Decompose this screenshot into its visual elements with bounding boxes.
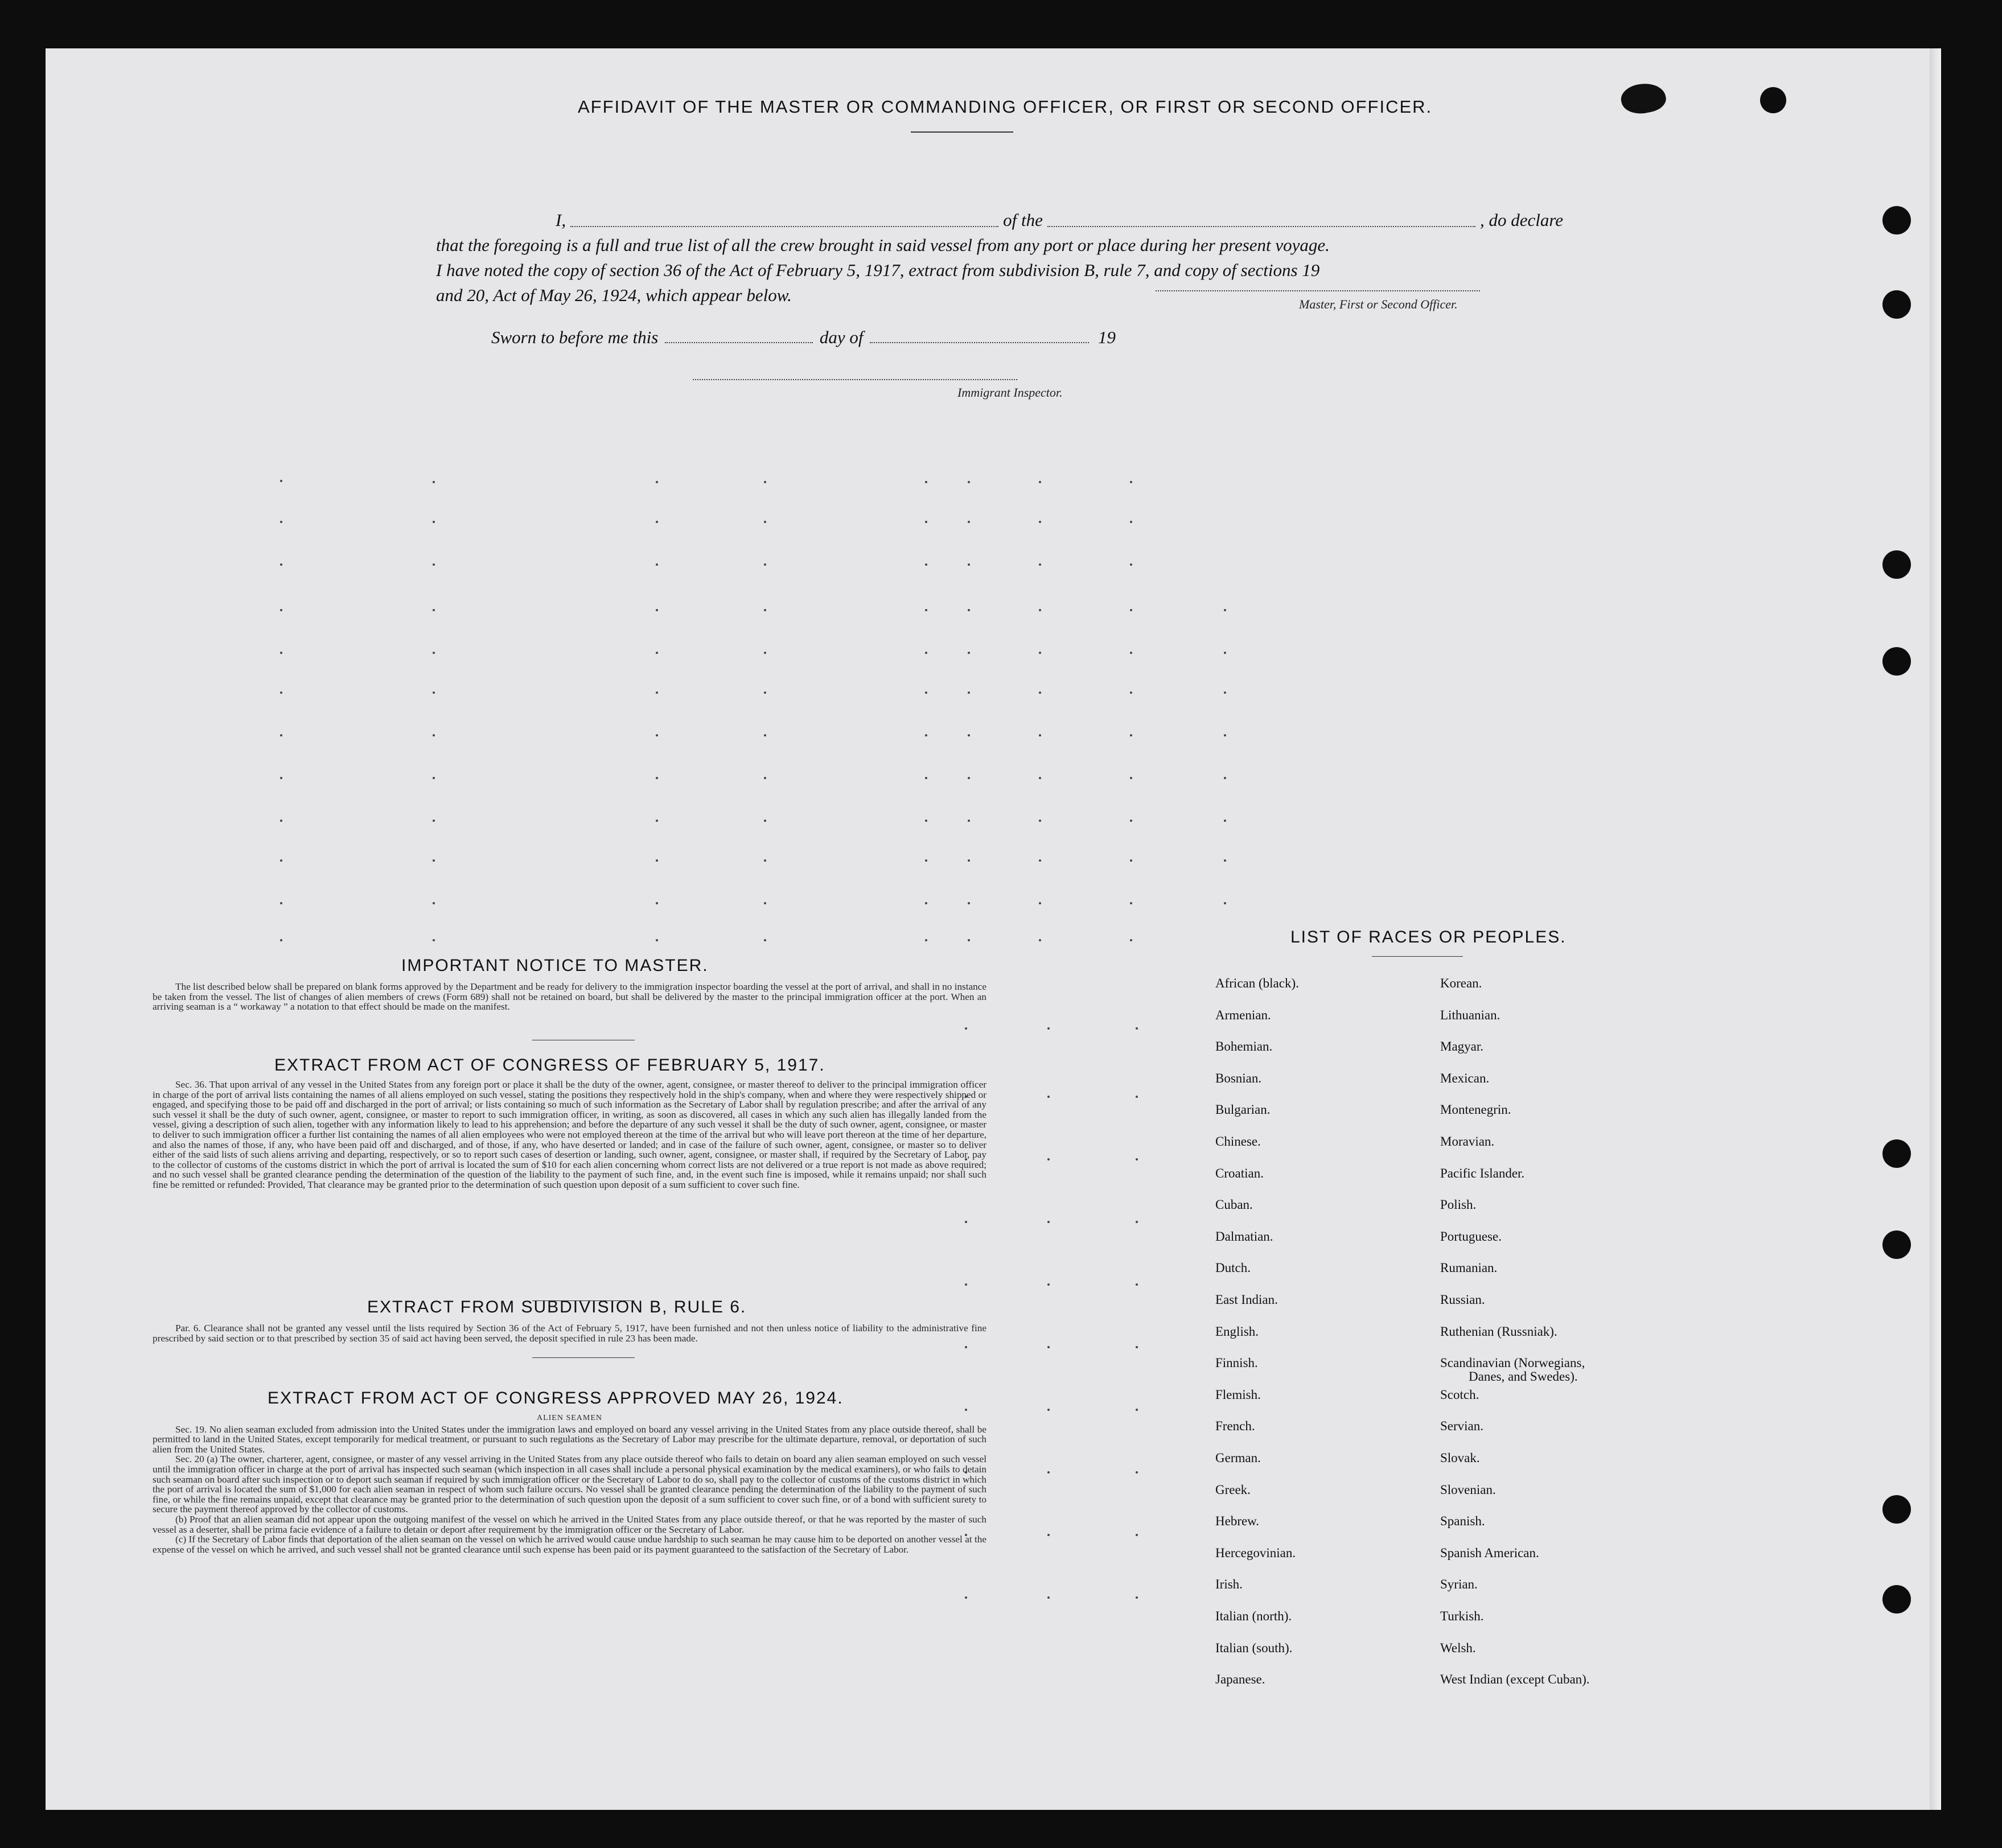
race-item: Rumanian. xyxy=(1440,1261,1498,1275)
sworn-statement xyxy=(491,327,1116,348)
race-item: Portuguese. xyxy=(1440,1229,1502,1244)
punch-hole xyxy=(1760,87,1786,113)
punch-hole xyxy=(1882,1495,1911,1524)
race-item: Greek. xyxy=(1215,1482,1251,1497)
race-item: English. xyxy=(1215,1324,1259,1339)
extract-1924-heading: EXTRACT FROM ACT OF CONGRESS APPROVED MAY 26, 1924. xyxy=(268,1389,844,1407)
race-item: Dutch. xyxy=(1215,1261,1251,1275)
notice-text: The list described below shall be prepared on blank forms approved by the Department and be ready for delivery to the immigration inspector boarding the vessel at the port of arrival, and shall in no instance be taken from the vessel. The list of changes of alien members of crews (Form 689) shall not be retained on board, but shall be delivered by the master to the principal immigration officer at the port. When an arriving seaman is a “ workaway ” a notation to that effect should be made on the manifest. xyxy=(153,981,986,1013)
affidavit-line-1 xyxy=(436,208,1563,233)
race-item: Bosnian. xyxy=(1215,1071,1262,1085)
race-item: Danes, and Swedes). xyxy=(1469,1369,1578,1384)
race-item: West Indian (except Cuban). xyxy=(1440,1672,1590,1687)
race-item: Slovenian. xyxy=(1440,1482,1496,1497)
race-item: Hercegovinian. xyxy=(1215,1545,1296,1560)
sworn-month-field[interactable] xyxy=(870,342,1089,343)
race-item: Russian. xyxy=(1440,1293,1485,1307)
extract-1917-heading: EXTRACT FROM ACT OF CONGRESS OF FEBRUARY 5, 1917. xyxy=(274,1056,825,1075)
race-item: Italian (south). xyxy=(1215,1640,1293,1655)
rule6-heading: EXTRACT FROM SUBDIVISION B, RULE 6. xyxy=(367,1298,747,1316)
sworn-day-field[interactable] xyxy=(665,342,813,343)
affidavit-statement xyxy=(436,208,1563,308)
race-item: Pacific Islander. xyxy=(1440,1166,1525,1180)
affidavit-line-4: and 20, Act of May 26, 1924, which appear below. xyxy=(436,285,792,305)
race-item: Chinese. xyxy=(1215,1134,1261,1149)
race-item: Spanish. xyxy=(1440,1514,1485,1529)
vessel-name-field[interactable] xyxy=(1047,208,1475,227)
sworn-day-of: day of xyxy=(819,327,864,347)
race-item: Croatian. xyxy=(1215,1166,1264,1180)
races-rule xyxy=(1372,956,1463,957)
race-item: Scotch. xyxy=(1440,1387,1479,1402)
punch-hole xyxy=(1882,290,1911,319)
sec20c-text: (c) If the Secretary of Labor finds that deportation of the alien seaman on the vessel on which he arrived would cause undue hardship to such seaman he may cause him to be deported on another vessel at the expense of the vessel on which he arrived, and such vessel shall not be granted clearance until such expense has been paid or its payment guaranteed to the satisfaction of the Secretary of Labor. xyxy=(153,1534,986,1555)
race-item: Scandinavian (Norwegians, xyxy=(1440,1356,1585,1370)
race-item: Bohemian. xyxy=(1215,1039,1273,1054)
punch-hole xyxy=(1882,647,1911,676)
inspector-signature-line[interactable] xyxy=(693,379,1017,380)
race-item: Korean. xyxy=(1440,976,1482,990)
affidavit-title: AFFIDAVIT OF THE MASTER OR COMMANDING OFFICER, OR FIRST OR SECOND OFFICER. xyxy=(578,97,1433,117)
race-item: Flemish. xyxy=(1215,1387,1261,1402)
punch-hole xyxy=(1882,1585,1911,1614)
race-item: Cuban. xyxy=(1215,1197,1253,1212)
declarant-name-field[interactable] xyxy=(570,208,998,227)
form-sheet xyxy=(46,48,1941,1810)
race-item: Moravian. xyxy=(1440,1134,1495,1149)
rule6-rule xyxy=(532,1357,635,1358)
race-item: Syrian. xyxy=(1440,1577,1478,1592)
punch-hole xyxy=(1882,1230,1911,1259)
affidavit-line-2: that the foregoing is a full and true list of all the crew brought in said vessel from any port or place during her present voyage. xyxy=(436,235,1330,255)
race-item: Polish. xyxy=(1440,1197,1477,1212)
races-heading: LIST OF RACES OR PEOPLES. xyxy=(1290,928,1567,946)
race-item: Slovak. xyxy=(1440,1451,1480,1465)
alien-seamen-subheading: ALIEN SEAMEN xyxy=(536,1414,603,1422)
race-item: German. xyxy=(1215,1451,1261,1465)
race-item: Turkish. xyxy=(1440,1609,1484,1623)
race-item: Montenegrin. xyxy=(1440,1102,1511,1117)
race-item: Dalmatian. xyxy=(1215,1229,1273,1244)
race-item: Servian. xyxy=(1440,1419,1484,1434)
race-item: Lithuanian. xyxy=(1440,1007,1501,1022)
ink-smudge xyxy=(1618,79,1668,117)
title-rule xyxy=(911,131,1013,133)
sworn-year: 19 xyxy=(1097,327,1116,347)
extract-1917-text: Sec. 36. That upon arrival of any vessel in the United States from any foreign port or place it shall be the duty of the owner, agent, consignee, or master thereof to deliver to the principal immigration officer in charge of the port of arrival lists containing the names of all aliens employed on such vessel, stating the positions they respectively hold in the ship's company, when and where they were respectively shipped or engaged, and specifying those to be paid off and discharged in the port of arrival; or lists containing so much of such information as the Secretary of Labor shall by regulation prescribe; and after the arrival of any such vessel it shall be the duty of such owner, agent, consignee, or master to report to such immigration officer, in writing, as soon as discovered, all cases in which any such alien has illegally landed from the vessel, giving a description of such alien, together with any information likely to lead to his apprehension; and before the departure of any such vessel it shall be the duty of such owner, agent, consignee, or master to deliver to such immigration officer a further list containing the names of all alien employees who were not employed thereon at the time of the arrival but who will leave port thereon at the time of her departure, and also the names of those, if any, who have been paid off and discharged, and of those, if any, who have deserted or landed; and in case of the failure of such owner, agent, consignee, or master so to deliver either of the said lists of such aliens arriving and departing, respectively, or so to report such cases of desertion or landing, such owner, agent, consignee, or master shall, if required by the Secretary of Labor, pay to the collector of customs of the customs district in which the port of arrival is located the sum of $10 for each alien concerning whom correct lists are not delivered or a true report is not made as above required; and no such vessel shall be granted clearance pending the determination of the question of the liability to the payment of such fine, and, in the event such fine is imposed, while it remains unpaid; nor shall such fine be remitted or refunded: Provided, That clearance may be granted prior to the determination of such question upon deposit of a sum sufficient to cover such fine. xyxy=(153,1079,986,1190)
race-item: Italian (north). xyxy=(1215,1609,1292,1623)
sworn-prefix: Sworn to before me this xyxy=(491,327,659,347)
race-item: Magyar. xyxy=(1440,1039,1484,1054)
race-item: East Indian. xyxy=(1215,1293,1278,1307)
inspector-caption: Immigrant Inspector. xyxy=(957,385,1063,400)
race-item: Finnish. xyxy=(1215,1356,1258,1370)
punch-hole xyxy=(1882,550,1911,579)
signature-caption: Master, First or Second Officer. xyxy=(1299,297,1458,311)
sheet-edge xyxy=(1930,48,1941,1810)
race-item: Welsh. xyxy=(1440,1640,1476,1655)
sec20a-text: Sec. 20 (a) The owner, charterer, agent, consignee, or master of any vessel arriving in the United States from any place outside thereof who fails to detain on board any alien seaman employed on such vessel until the immigration officer in charge at the port of arrival has inspected such seaman (which inspection in all cases shall include a personal physical examination by the medical examiners), or who fails to detain such seaman on board after such inspection or to deport such seaman if required by such immigration officer or the Secretary of Labor to do so, shall pay to the collector of customs of the customs district in which the port of arrival is located the sum of $1,000 for each alien seaman in respect of whom such failure occurs. No vessel shall be granted clearance pending the determination of the liability to the payment of such fine, or while the fine remains unpaid, except that clearance may be granted prior to the determination of such question upon the deposit of a sum sufficient to cover such fine, or of a bond with sufficient surety to secure the payment thereof approved by the collector of customs. xyxy=(153,1454,986,1515)
race-item: French. xyxy=(1215,1419,1255,1434)
rule6-text: Par. 6. Clearance shall not be granted any vessel until the lists required by Section 36 of the Act of February 5, 1917, have been furnished and not then unless notice of liability to the administrative fine prescribed by said section or to that prescribed by section 35 of said act having been served, the deposit specified in rule 23 has been made. xyxy=(153,1323,986,1344)
affidavit-line-3: I have noted the copy of section 36 of the Act of February 5, 1917, extract from subdivision B, rule 7, and copy of sections 19 xyxy=(436,260,1320,280)
race-item: Irish. xyxy=(1215,1577,1243,1592)
notice-heading: IMPORTANT NOTICE TO MASTER. xyxy=(401,956,709,975)
signature-line[interactable] xyxy=(1156,290,1480,291)
sec19-text: Sec. 19. No alien seaman excluded from admission into the United States under the immigration laws and employed on board any vessel arriving in the United States from any place outside thereof, shall be permitted to land in the United States, except temporarily for medical treatment, or pursuant to such regulations as the Secretary of Labor may prescribe for the ultimate departure, removal, or deportation of such alien from the United States. xyxy=(153,1423,986,1455)
race-item: Mexican. xyxy=(1440,1071,1490,1085)
race-item: Japanese. xyxy=(1215,1672,1265,1687)
race-item: Ruthenian (Russniak). xyxy=(1440,1324,1557,1339)
race-item: Bulgarian. xyxy=(1215,1102,1271,1117)
vessel-prefix: of the xyxy=(1003,210,1043,230)
race-item: Armenian. xyxy=(1215,1007,1271,1022)
extract-1924-text xyxy=(153,1412,986,1554)
declare-text: , do declare xyxy=(1479,210,1564,230)
race-item: Spanish American. xyxy=(1440,1545,1539,1560)
declarant-prefix: I, xyxy=(556,210,566,230)
punch-hole xyxy=(1882,1139,1911,1168)
race-item: Hebrew. xyxy=(1215,1514,1260,1529)
sec20b-text: (b) Proof that an alien seaman did not appear upon the outgoing manifest of the vessel on which he arrived in the United States from any place outside thereof, or that he was reported by the master of such vessel as a deserter, shall be prima facie evidence of a failure to detain or deport after requirement by the immigration officer or the Secretary of Labor. xyxy=(153,1513,986,1535)
race-item: African (black). xyxy=(1215,976,1299,990)
punch-hole xyxy=(1882,206,1911,234)
